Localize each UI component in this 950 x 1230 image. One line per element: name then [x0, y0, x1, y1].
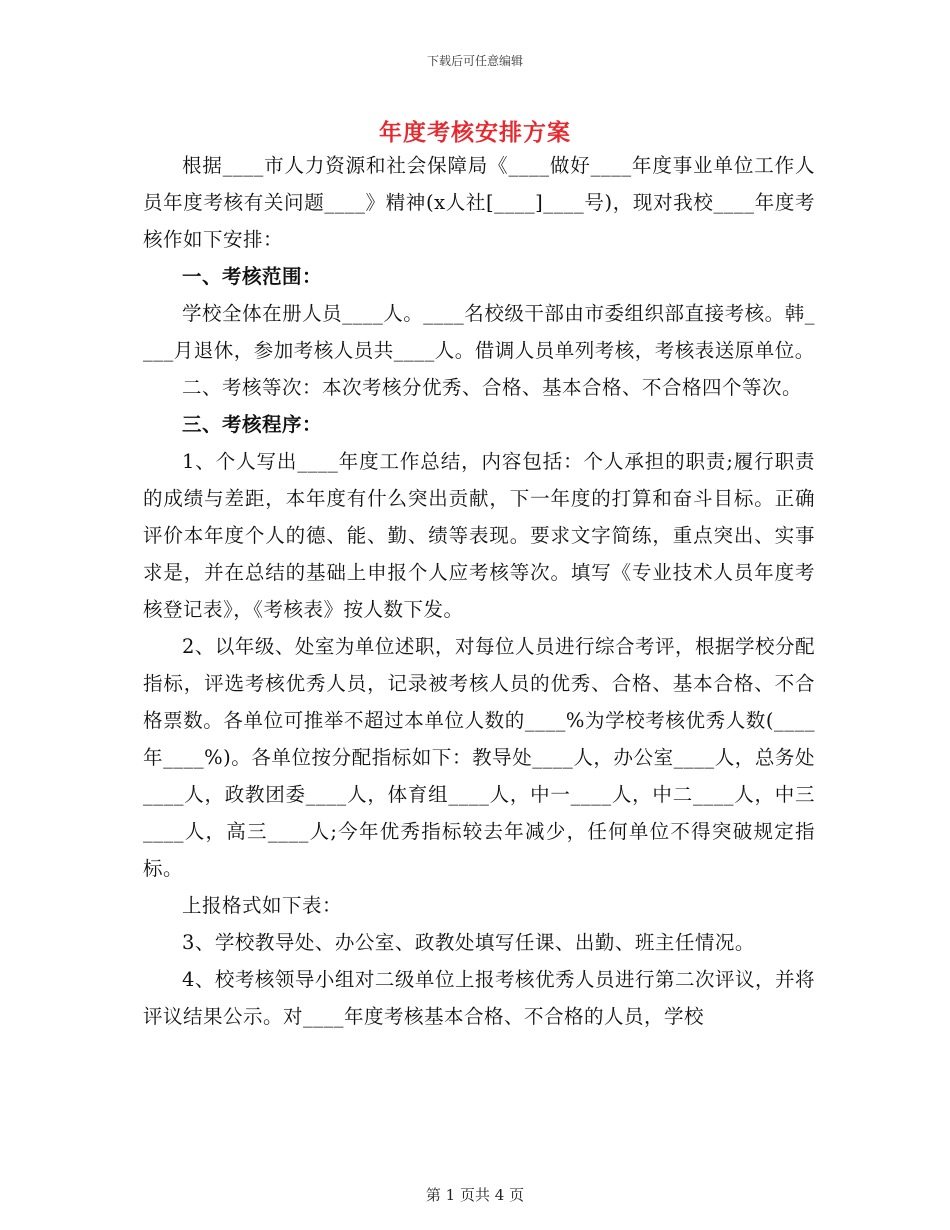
report-format-paragraph: 上报格式如下表：: [182, 894, 343, 917]
scope-paragraph: 学校全体在册人员____人。____名校级干部由市委组织部直接考核。韩____月退休，参加考核人员共____人。借调人员单列考核，考核表送原单位。: [143, 302, 815, 362]
section-heading-scope: 一、考核范围：: [182, 265, 323, 288]
page-header-note: 下载后可任意编辑: [426, 54, 523, 68]
document-title: 年度考核安排方案: [379, 119, 571, 146]
intro-paragraph: 根据____市人力资源和社会保障局《____做好____年度事业单位工作人员年度考核有关问题____》精神(x人社[____]____号)，现对我校____年度考核作如下安排：: [143, 154, 815, 251]
procedure-step-2: 2、以年级、处室为单位述职，对每位人员进行综合考评，根据学校分配指标，评选考核优秀人员，记录被考核人员的优秀、合格、基本合格、不合格票数。各单位可推举不超过本单位人数的____%为学校考核优秀人数(____年____%)。各单位按分配指标如下：教导处____人，办公室____人，总务处____人，政教团委____人，体育组____人，中一____人，中二____人，中三____人，高三____人;今年优秀指标较去年减少，任何单位不得突破规定指标。: [143, 635, 815, 880]
procedure-step-1: 1、个人写出____年度工作总结，内容包括：个人承担的职责;履行职责的成绩与差距，本年度有什么突出贡献，下一年度的打算和奋斗目标。正确评价本年度个人的德、能、勤、绩等表现。要求文字简练，重点突出、实事求是，并在总结的基础上申报个人应考核等次。填写《专业技术人员年度考核登记表》，《考核表》按人数下发。: [143, 450, 815, 621]
section-heading-procedure: 三、考核程序：: [182, 413, 323, 436]
page-number-footer: 第 1 页共 4 页: [425, 1186, 525, 1204]
procedure-step-3: 3、学校教导处、办公室、政教处填写任课、出勤、班主任情况。: [182, 931, 755, 954]
grades-paragraph: 二、考核等次：本次考核分优秀、合格、基本合格、不合格四个等次。: [182, 376, 803, 399]
document-body: [143, 147, 815, 1035]
procedure-step-4: 4、校考核领导小组对二级单位上报考核优秀人员进行第二次评议，并将评议结果公示。对____年度考核基本合格、不合格的人员，学校: [143, 968, 815, 1028]
